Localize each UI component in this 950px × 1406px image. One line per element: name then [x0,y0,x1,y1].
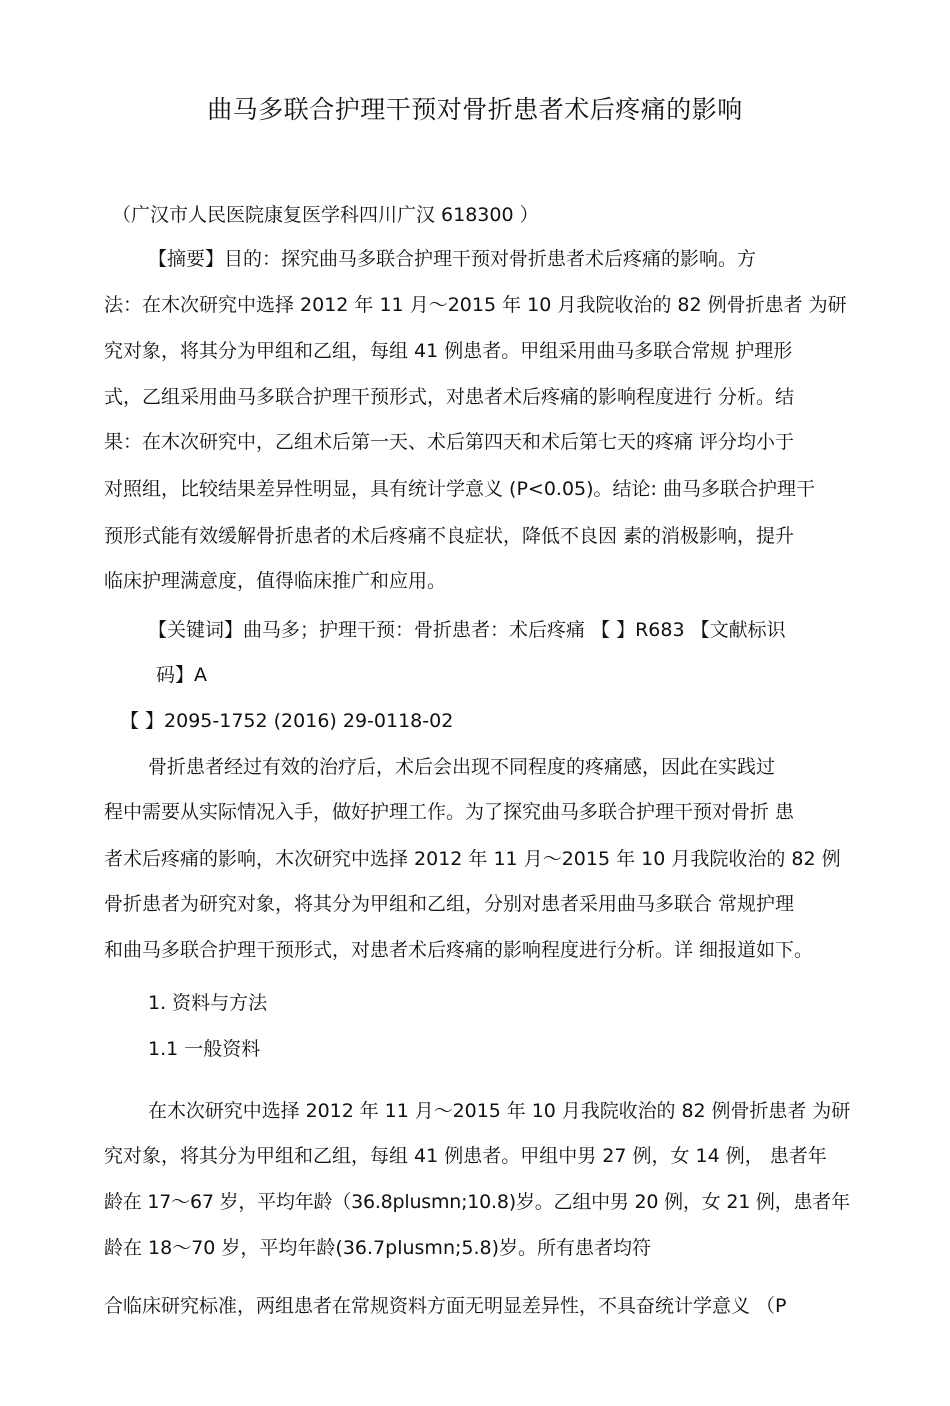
abstract-line: 【摘要】目的：探究曲马多联合护理干预对骨折患者术后疼痛的影响。方 [148,248,757,270]
keywords-line-cont: 码】A [156,664,207,686]
affiliation: （广汉市人民医院康复医学科四川广汉 618300 ） [112,204,539,226]
article-number: 【 】2095-1752 (2016) 29-0118-02 [120,710,454,732]
section-heading: 1. 资料与方法 [148,992,268,1014]
paper-title: 曲马多联合护理干预对骨折患者术后疼痛的影响 [207,95,743,124]
abstract-line: 究对象，将其分为甲组和乙组，每组 41 例患者。甲组采用曲马多联合常规 护理形 [104,340,793,362]
general-data-line: 在木次研究中选择 2012 年 11 月〜2015 年 10 月我院收治的 82 例骨折患者 为研 [148,1100,851,1122]
intro-line: 者术后疼痛的影响，木次研究中选择 2012 年 11 月〜2015 年 10 月我院收治的 82 例 [104,848,841,870]
keywords-line: 【关键词】曲马多；护理干预：骨折患者：术后疼痛 【 】R683 【文献标识 [148,619,786,641]
general-data-line: 龄在 18〜70 岁，平均年龄(36.7plusmn;5.8)岁。所有患者均符 [104,1237,652,1259]
general-data-line: 究对象，将其分为甲组和乙组，每组 41 例患者。甲组中男 27 例，女 14 例， 患者年 [104,1145,827,1167]
intro-line: 程中需要从实际情况入手，做好护理工作。为了探究曲马多联合护理干预对骨折 患 [104,801,795,823]
abstract-line: 果：在木次研究中，乙组术后第一天、术后第四天和术后第七天的疼痛 评分均小于 [104,431,795,453]
continuation-line: 合临床研究标准，两组患者在常规资料方面无明显差异性，不具奋统计学意义 （P [104,1295,787,1317]
abstract-line: 对照组，比较结果差异性明显，具有统计学意义 (P<0.05)。结论: 曲马多联合护理干 [104,478,815,500]
abstract-line: 法：在木次研究中选择 2012 年 11 月〜2015 年 10 月我院收治的 82 例骨折患者 为研 [104,294,847,316]
general-data-line: 龄在 17〜67 岁，平均年龄（36.8plusmn;10.8)岁。乙组中男 20 例，女 21 例，患者年 [104,1191,850,1213]
intro-line: 和曲马多联合护理干预形式，对患者术后疼痛的影响程度进行分析。详 细报道如下。 [104,939,814,961]
abstract-line: 式，乙组采用曲马多联合护理干预形式，对患者术后疼痛的影响程度进行 分析。结 [104,386,795,408]
abstract-line: 预形式能有效缓解骨折患者的术后疼痛不良症状，降低不良因 素的消极影响，提升 [104,525,795,547]
intro-line: 骨折患者为研究对象，将其分为甲组和乙组，分别对患者采用曲马多联合 常规护理 [104,893,795,915]
subsection-heading: 1.1 一般资料 [148,1038,261,1060]
intro-line: 骨折患者经过有效的治疗后，术后会出现不同程度的疼痛感，因此在实践过 [148,756,776,778]
abstract-line: 临床护理满意度，值得临床推广和应用。 [104,570,447,592]
